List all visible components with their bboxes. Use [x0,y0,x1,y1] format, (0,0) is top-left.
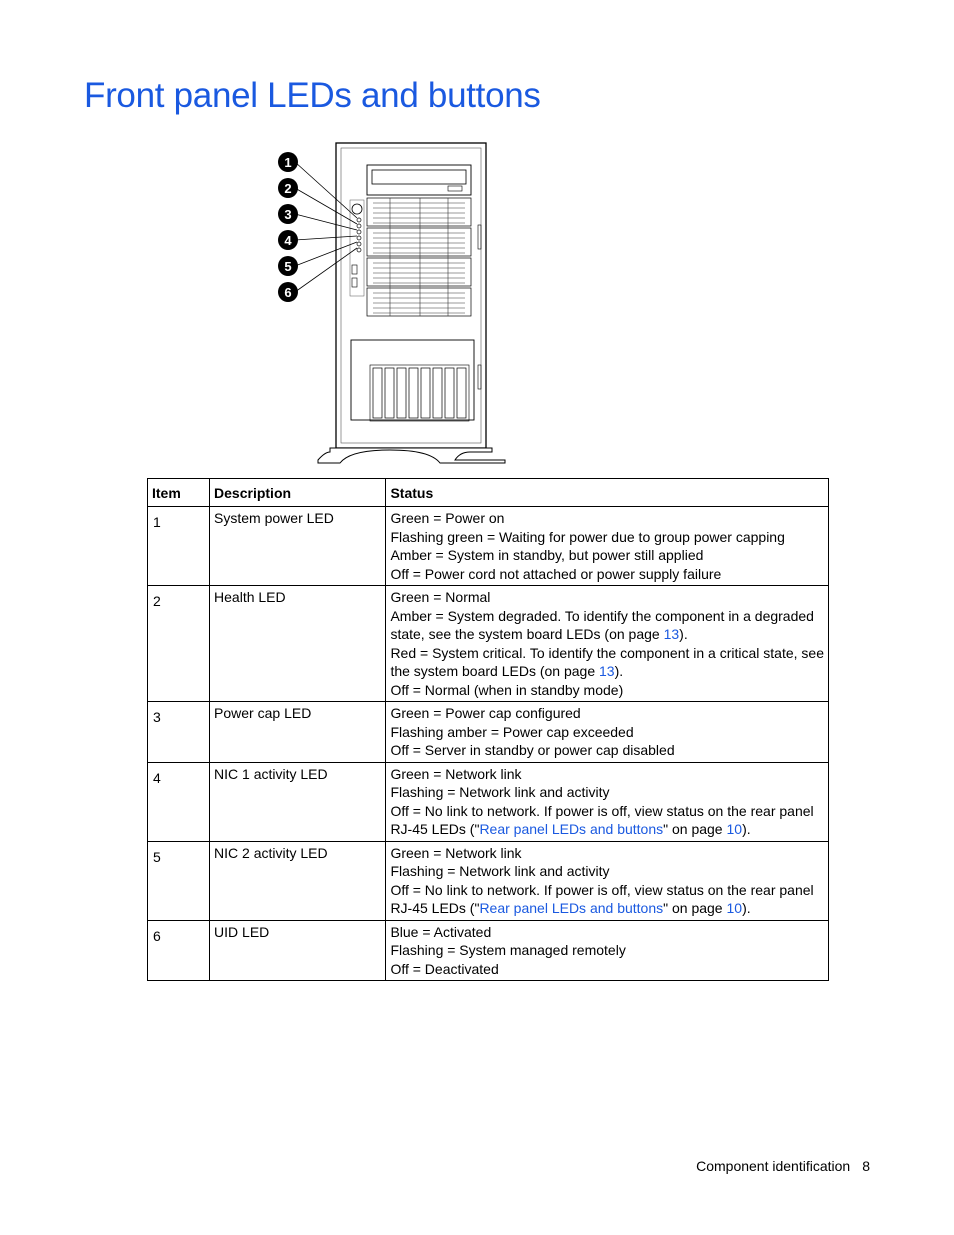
status-line: Blue = Activated [390,923,492,940]
row-status [386,507,829,586]
status-line: Off = Normal (when in standby mode) [390,681,624,698]
callout-5 [278,256,298,276]
status-line: Flashing amber = Power cap exceeded [390,723,634,740]
footer-section: Component identification [696,1158,851,1174]
table-row [148,762,829,841]
callout-label: 4 [284,233,292,248]
table-row [148,920,829,981]
page-link[interactable]: 10 [726,900,743,916]
row-description: Health LED [210,586,386,702]
status-text: " on page [663,821,727,837]
callout-label: 6 [284,285,292,300]
table-row [148,507,829,586]
rear-panel-link[interactable]: Rear panel LEDs and buttons [479,821,664,837]
status-line: Green = Power cap configured [390,705,581,721]
callout-label: 5 [284,259,292,274]
table-row [148,586,829,702]
status-line: Green = Normal [390,589,491,605]
server-front-panel-figure [270,140,510,466]
callout-label: 3 [284,207,292,222]
status-text: state, see the system board LEDs (on page [390,626,664,642]
row-description: NIC 1 activity LED [210,762,386,841]
callout-6 [278,282,298,302]
header-description: Description [210,479,386,507]
status-line [390,899,824,918]
page-title: Front panel LEDs and buttons [84,76,541,115]
header-status: Status [386,479,829,507]
row-status [386,762,829,841]
status-line: Red = System critical. To identify the component in a critical state, see [390,644,824,661]
led-table [147,478,829,981]
row-item: 2 [148,586,210,702]
page-link[interactable]: 13 [663,626,680,642]
row-item: 1 [148,507,210,586]
callout-3 [278,204,298,224]
rear-panel-link[interactable]: Rear panel LEDs and buttons [479,900,664,916]
status-line: Green = Network link [390,765,522,782]
status-text: ). [742,900,751,916]
status-text: " on page [663,900,727,916]
callout-1 [278,152,298,172]
status-line: Flashing green = Waiting for power due to group power capping [390,528,785,545]
status-line: Off = No link to network. If power is off, view status on the rear panel [390,881,814,898]
row-item: 5 [148,841,210,920]
row-status [386,841,829,920]
callout-4 [278,230,298,250]
row-item: 4 [148,762,210,841]
status-line: Green = Power on [390,510,505,526]
status-line [390,625,824,644]
row-description: NIC 2 activity LED [210,841,386,920]
row-status [386,586,829,702]
table-row [148,841,829,920]
row-status [386,920,829,981]
page-number: 8 [862,1158,870,1174]
page-link[interactable]: 13 [599,663,615,679]
page-footer [696,1158,870,1174]
row-description: Power cap LED [210,702,386,763]
row-status [386,702,829,763]
row-description: System power LED [210,507,386,586]
status-text: RJ-45 LEDs (" [390,900,480,916]
status-line [390,662,824,681]
status-text: the system board LEDs (on page [390,663,599,679]
status-line: Flashing = Network link and activity [390,784,610,800]
callout-2 [278,178,298,198]
table-row [148,702,829,763]
table-header-row [148,479,829,507]
status-text: ). [614,663,624,679]
page-link[interactable]: 10 [726,821,743,837]
status-text: ). [679,626,688,642]
callout-label: 2 [284,181,292,196]
row-description: UID LED [210,920,386,981]
status-line: Off = Power cord not attached or power supply failure [390,565,722,582]
status-line: Amber = System in standby, but power still applied [390,547,704,563]
row-item: 3 [148,702,210,763]
status-line: Flashing = Network link and activity [390,863,610,879]
row-item: 6 [148,920,210,981]
status-text: RJ-45 LEDs (" [390,821,480,837]
callout-label: 1 [284,155,292,170]
status-line: Amber = System degraded. To identify the component in a degraded [390,607,814,624]
status-line: Off = Server in standby or power cap disabled [390,742,675,758]
status-line [390,820,824,839]
status-line: Off = Deactivated [390,960,499,977]
status-text: ). [742,821,751,837]
status-line: Flashing = System managed remotely [390,942,626,958]
header-item: Item [148,479,210,507]
status-line: Off = No link to network. If power is off, view status on the rear panel [390,802,814,819]
status-line: Green = Network link [390,844,522,861]
